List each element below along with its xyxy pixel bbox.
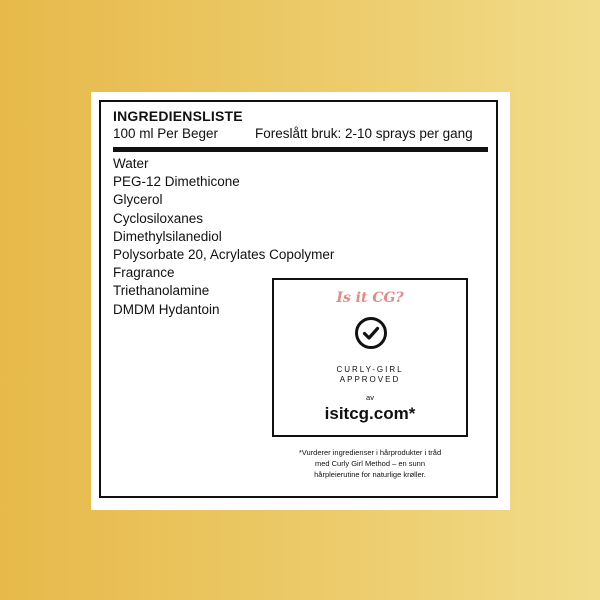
ingredient-list-title: INGREDIENSLISTE <box>113 108 243 124</box>
volume-text: 100 ml Per Beger <box>113 126 219 141</box>
footnote-line-1: *Vurderer ingredienser i hårprodukter i tråd <box>298 448 442 457</box>
check-circle-icon <box>354 316 388 350</box>
usage-text: Foreslått bruk: 2-10 sprays per gang <box>255 126 473 141</box>
approved-line-2: APPROVED <box>339 375 401 384</box>
approved-text <box>274 365 466 385</box>
divider-rule <box>113 147 488 152</box>
ingredient-item: Glycerol <box>113 192 163 208</box>
approved-line-1: CURLY-GIRL <box>336 365 404 374</box>
ingredient-item: Triethanolamine <box>113 283 210 299</box>
ingredient-item: Fragrance <box>113 265 175 281</box>
label-card <box>91 92 510 510</box>
label-frame <box>99 100 498 498</box>
footnote-line-2: med Curly Girl Method – en sunn <box>314 459 426 468</box>
cg-approved-badge <box>272 278 468 437</box>
by-text: av <box>366 393 374 402</box>
ingredient-item: Polysorbate 20, Acrylates Copolymer <box>113 247 335 263</box>
badge-title: Is it CG? <box>336 290 404 306</box>
ingredient-item: Dimethylsilanediol <box>113 228 222 244</box>
ingredient-item: Cyclosiloxanes <box>113 210 204 226</box>
site-name: isitcg.com* <box>324 404 416 423</box>
footnote <box>272 447 468 480</box>
ingredient-item: Water <box>113 156 149 171</box>
ingredient-item: PEG-12 Dimethicone <box>113 174 240 190</box>
ingredient-item: DMDM Hydantoin <box>113 301 220 317</box>
footnote-line-3: hårpleierutine for naturlige krøller. <box>314 470 426 479</box>
